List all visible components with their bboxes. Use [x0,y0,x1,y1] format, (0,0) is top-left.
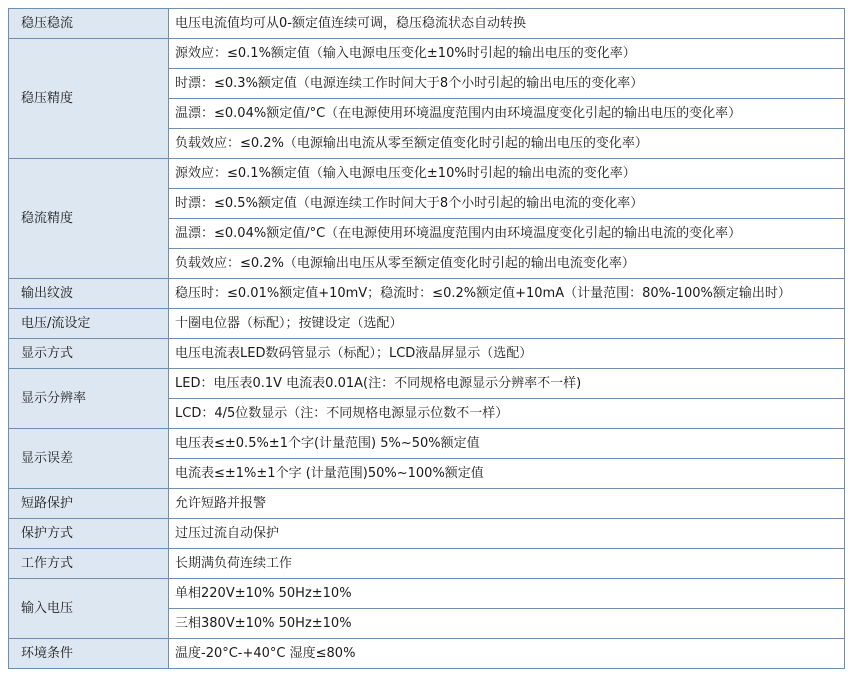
table-row [9,579,845,609]
spec-value: 温度-20°C-+40°C 湿度≤80% [169,639,845,669]
spec-value: 负载效应：≤0.2%（电源输出电流从零至额定值变化时引起的输出电压的变化率） [169,129,845,159]
table-row [9,39,845,69]
spec-value: LCD：4/5位数显示（注：不同规格电源显示位数不一样） [169,399,845,429]
spec-label: 环境条件 [9,639,169,669]
spec-label: 工作方式 [9,549,169,579]
spec-table-body [9,9,845,669]
spec-value: 三相380V±10% 50Hz±10% [169,609,845,639]
table-row [9,639,845,669]
spec-value: 电压电流值均可从0-额定值连续可调，稳压稳流状态自动转换 [169,9,845,39]
table-row [9,429,845,459]
spec-value: 单相220V±10% 50Hz±10% [169,579,845,609]
table-row [9,519,845,549]
table-row [9,489,845,519]
table-row [9,279,845,309]
spec-value: 负载效应：≤0.2%（电源输出电压从零至额定值变化时引起的输出电流变化率） [169,249,845,279]
spec-value: 电压表≤±0.5%±1个字(计量范围) 5%~50%额定值 [169,429,845,459]
spec-label: 短路保护 [9,489,169,519]
spec-value: 电压电流表LED数码管显示（标配）；LCD液晶屏显示（选配） [169,339,845,369]
spec-value: 温漂：≤0.04%额定值/°C（在电源使用环境温度范围内由环境温度变化引起的输出电流的变化率） [169,219,845,249]
spec-label: 显示方式 [9,339,169,369]
table-row [9,159,845,189]
table-row [9,549,845,579]
spec-label: 显示误差 [9,429,169,489]
spec-value: 十圈电位器（标配）；按键设定（选配） [169,309,845,339]
spec-label: 显示分辨率 [9,369,169,429]
table-row [9,339,845,369]
spec-label: 电压/流设定 [9,309,169,339]
spec-value: 长期满负荷连续工作 [169,549,845,579]
spec-value: 稳压时：≤0.01%额定值+10mV；稳流时：≤0.2%额定值+10mA（计量范围：80%-100%额定输出时） [169,279,845,309]
spec-label: 输入电压 [9,579,169,639]
spec-value: 过压过流自动保护 [169,519,845,549]
spec-table [8,8,845,669]
spec-value: 时漂：≤0.5%额定值（电源连续工作时间大于8个小时引起的输出电流的变化率） [169,189,845,219]
spec-label: 稳压精度 [9,39,169,159]
table-row [9,369,845,399]
spec-value: 时漂：≤0.3%额定值（电源连续工作时间大于8个小时引起的输出电压的变化率） [169,69,845,99]
spec-label: 输出纹波 [9,279,169,309]
spec-value: 源效应：≤0.1%额定值（输入电源电压变化±10%时引起的输出电流的变化率） [169,159,845,189]
spec-label: 稳流精度 [9,159,169,279]
spec-value: 源效应：≤0.1%额定值（输入电源电压变化±10%时引起的输出电压的变化率） [169,39,845,69]
table-row [9,309,845,339]
spec-value: 允许短路并报警 [169,489,845,519]
spec-label: 保护方式 [9,519,169,549]
spec-value: 电流表≤±1%±1个字 (计量范围)50%~100%额定值 [169,459,845,489]
spec-value: LED：电压表0.1V 电流表0.01A(注：不同规格电源显示分辨率不一样) [169,369,845,399]
table-row [9,9,845,39]
spec-label: 稳压稳流 [9,9,169,39]
spec-value: 温漂：≤0.04%额定值/°C（在电源使用环境温度范围内由环境温度变化引起的输出电压的变化率） [169,99,845,129]
